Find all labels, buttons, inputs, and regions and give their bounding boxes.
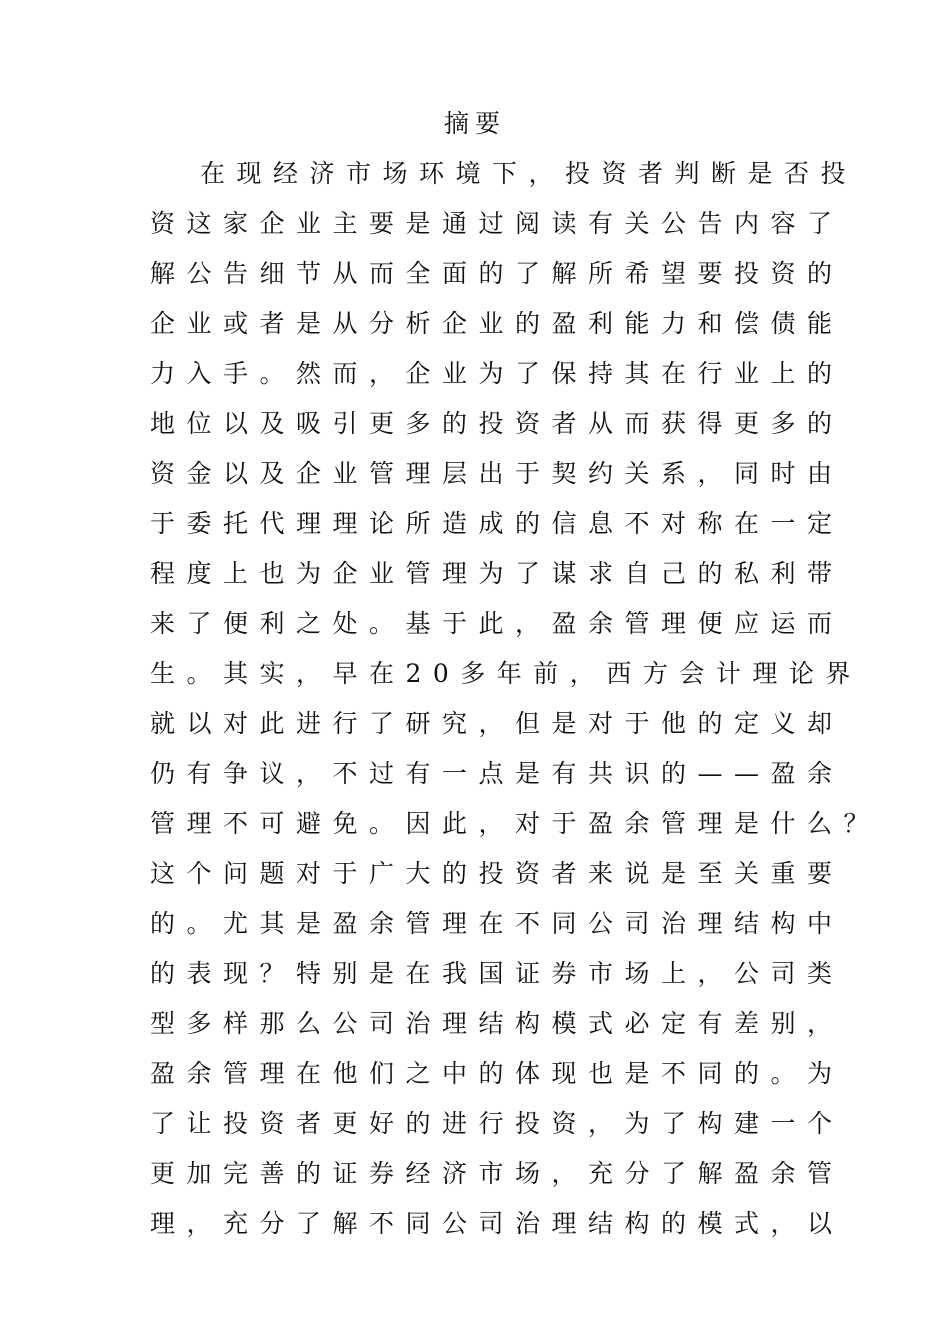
paragraph-line: 解公告细节从而全面的了解所希望要投资的 (150, 259, 844, 288)
paragraph-line: 仍有争议，不过有一点是有共识的——盈余 (150, 759, 844, 788)
paragraph-line: 管理不可避免。因此，对于盈余管理是什么？ (150, 809, 881, 838)
paragraph-line: 的表现？特别是在我国证券市场上，公司类 (150, 959, 844, 988)
paragraph-line: 于委托代理理论所造成的信息不对称在一定 (150, 509, 844, 538)
paragraph-line: 程度上也为企业管理为了谋求自己的私利带 (150, 559, 844, 588)
paragraph-line: 生。其实，早在20多年前，西方会计理论界 (150, 659, 862, 688)
paragraph-line: 盈余管理在他们之中的体现也是不同的。为 (150, 1059, 844, 1088)
abstract-body (150, 152, 881, 1252)
paragraph-line: 了让投资者更好的进行投资，为了构建一个 (150, 1109, 844, 1138)
paragraph-line: 型多样那么公司治理结构模式必定有差别， (150, 1009, 844, 1038)
abstract-title: 摘要 (443, 109, 506, 138)
paragraph-line: 来了便利之处。基于此，盈余管理便应运而 (150, 609, 844, 638)
paragraph-line: 在现经济市场环境下，投资者判断是否投 (200, 159, 858, 188)
paragraph-line: 理，充分了解不同公司治理结构的模式，以 (150, 1209, 844, 1238)
paragraph-line: 地位以及吸引更多的投资者从而获得更多的 (150, 409, 844, 438)
paragraph-line: 更加完善的证券经济市场，充分了解盈余管 (150, 1159, 844, 1188)
paragraph-line: 资这家企业主要是通过阅读有关公告内容了 (150, 209, 844, 238)
paragraph-line: 资金以及企业管理层出于契约关系，同时由 (150, 459, 844, 488)
paragraph-line: 就以对此进行了研究，但是对于他的定义却 (150, 709, 844, 738)
paragraph-line: 的。尤其是盈余管理在不同公司治理结构中 (150, 909, 844, 938)
paragraph-line: 力入手。然而，企业为了保持其在行业上的 (150, 359, 844, 388)
paragraph-line: 这个问题对于广大的投资者来说是至关重要 (150, 859, 844, 888)
paragraph-line: 企业或者是从分析企业的盈利能力和偿债能 (150, 309, 844, 338)
